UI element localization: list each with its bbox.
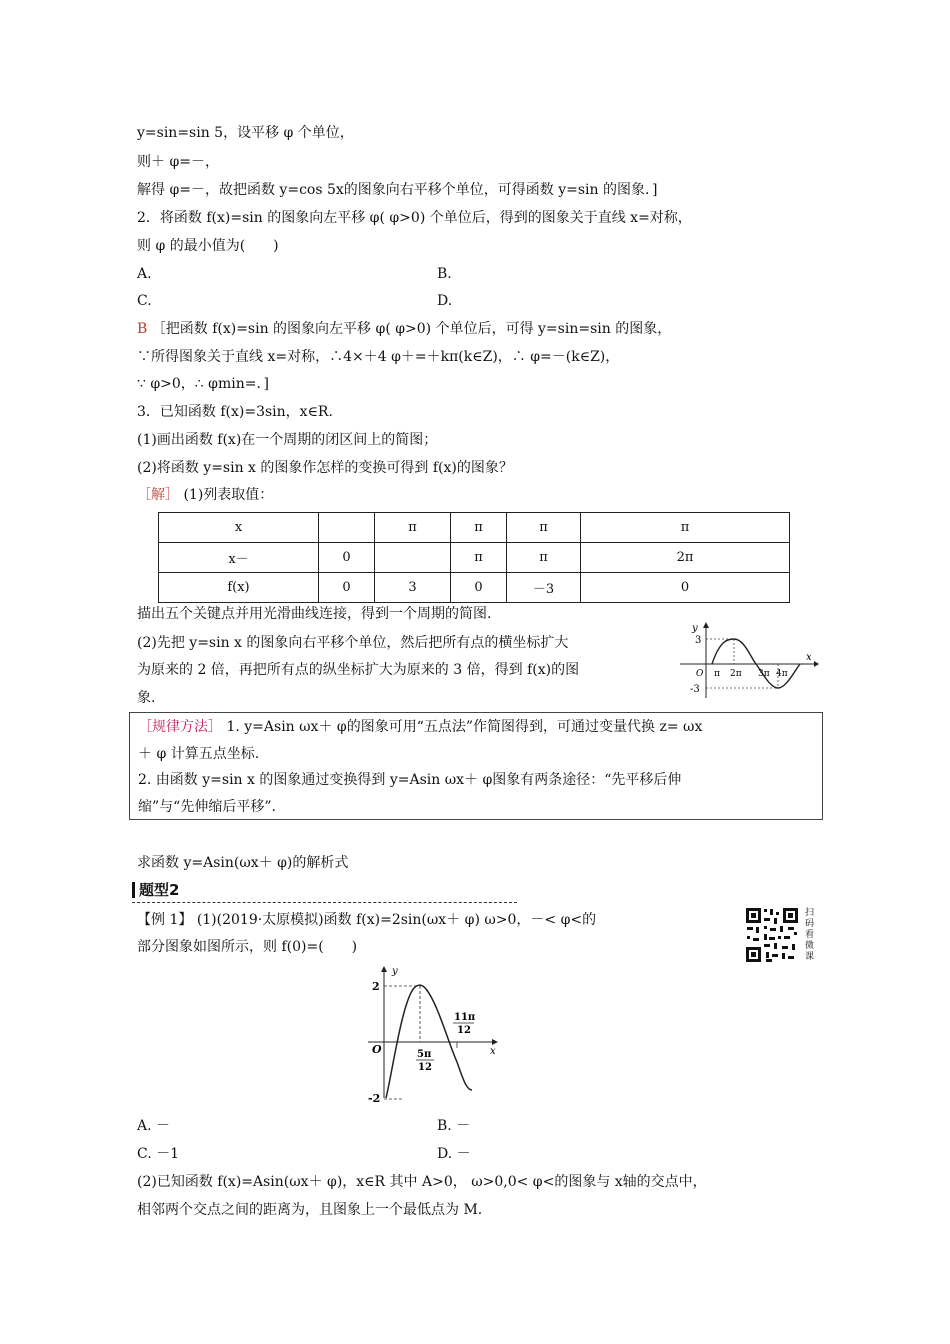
sine-sketch-figure [678,620,820,700]
ex-y-axis-label: y [392,966,398,977]
answer-letter: B [137,321,148,337]
table-cell: π [451,543,507,573]
example-1-line [137,911,596,929]
qr-code-icon[interactable] [744,906,800,964]
example-1-part2-cont: 相邻两个交点之间的距离为，且图象上一个最低点为 M. [137,1202,483,1218]
q2-option-b: B. [437,266,452,282]
q2-option-a: A. [137,266,152,282]
ex-label-5pi-den: 12 [418,1062,432,1073]
table-cell [319,513,375,543]
table-cell: 0 [319,573,375,603]
method-line-3: 2. 由函数 y=sin x 的图象通过变换得到 y=Asin ωx＋ φ图象有两条途径：“先平移后伸 [138,772,682,788]
line-7: ∵所得图象关于直线 x=对称，∴4×＋4 φ＋=＋kπ(k∈Z)，∴ φ=－(k∈Z)， [137,349,620,365]
table-row [159,543,790,573]
answer-text: ［把函数 f(x)=sin 的图象向左平移 φ( φ>0) 个单位后，可得 y=sin=sin 的图象， [151,321,672,337]
solution-text: (1)列表取值： [183,487,274,503]
question-type-label: 题型2 [132,882,179,898]
table-cell: 0 [319,543,375,573]
table-cell: π [451,513,507,543]
table-cell: π [581,513,790,543]
method-text-1: 1. y=Asin ωx＋ φ的图象可用“五点法”作简图得到，可通过变量代换 z= ωx [226,719,703,735]
table-row [159,573,790,603]
x-tick-2pi: 2π [730,669,742,679]
ex1-option-b: B. － [437,1118,471,1134]
example-1-graph [362,962,504,1102]
method-box [129,712,823,820]
table-cell: f(x) [159,573,319,603]
example-text: (1)(2019·太原模拟)函数 f(x)=2sin(ωx＋ φ) ω>0，－< φ<的 [196,912,597,928]
question-3: 3．已知函数 f(x)=3sin，x∈R. [137,404,333,420]
y-axis-label: y [692,623,698,634]
line-14: (2)先把 y=sin x 的图象向右平移个单位，然后把所有点的横坐标扩大 [137,635,569,651]
table-cell: π [375,513,451,543]
table-cell: π [507,513,581,543]
table-cell: x－ [159,543,319,573]
ex1-option-d: D. － [437,1146,471,1162]
line-13: 描出五个关键点并用光滑曲线连接，得到一个周期的简图. [137,606,492,622]
y-tick-3: 3 [695,635,702,646]
method-line-2: ＋ φ 计算五点坐标. [138,746,260,762]
y-tick-neg3: -3 [690,684,700,695]
table-cell: π [507,543,581,573]
table-cell: －3 [507,573,581,603]
ex-origin-label: O [372,1043,382,1056]
q2-option-d: D. [437,293,453,309]
ex-label-5pi: 5π [417,1049,432,1060]
value-table [158,512,790,603]
solution-label: ［解］ [137,487,179,503]
x-tick-4pi: 4π [776,669,788,679]
x-tick-pi: π [714,669,720,679]
ex-x-axis-label: x [490,1046,496,1057]
question-3-part1: (1)画出函数 f(x)在一个周期的闭区间上的简图； [137,432,438,448]
table-cell: 0 [581,573,790,603]
question-3-part2: (2)将函数 y=sin x 的图象作怎样的变换可得到 f(x)的图象？ [137,460,513,476]
table-cell: 0 [451,573,507,603]
table-cell [375,543,451,573]
x-axis-label: x [806,652,812,663]
ex-y-tick-2: 2 [372,980,380,993]
table-cell: 3 [375,573,451,603]
qr-caption: 扫码看微课 [805,908,815,962]
example-1-cont: 部分图象如图所示，则 f(0)=( ) [137,939,358,955]
ex-y-tick-neg2: -2 [368,1092,381,1102]
origin-label: O [696,669,704,679]
table-cell: 2π [581,543,790,573]
answer-line [137,320,671,338]
question-2-cont: 则 φ 的最小值为( ) [137,238,279,254]
ex-label-11pi: 11π [454,1012,476,1023]
method-label: ［规律方法］ [138,719,222,735]
ex1-option-a: A. － [137,1118,171,1134]
line-8: ∵ φ>0，∴ φmin=．] [137,376,269,392]
solution-line [137,486,273,504]
table-cell: x [159,513,319,543]
method-line-4: 缩”与“先伸缩后平移”. [138,799,276,815]
method-line-1 [138,718,702,736]
example-label: 【例 1】 [137,912,193,928]
section-heading: 求函数 y=Asin(ωx＋ φ)的解析式 [137,855,349,871]
line-16: 象. [137,690,156,706]
example-1-part2: (2)已知函数 f(x)=Asin(ωx＋ φ)，x∈R 其中 A>0， ω>0,0< φ<的图象与 x轴的交点中， [137,1174,707,1190]
q2-option-c: C. [137,293,152,309]
question-2: 2．将函数 f(x)=sin 的图象向左平移 φ( φ>0) 个单位后，得到的图象关于直线 x=对称， [137,210,692,226]
line-3: 解得 φ=－，故把函数 y=cos 5x的图象向右平移个单位，可得函数 y=sin 的图象．] [137,182,658,198]
ex1-option-c: C. －1 [137,1146,180,1162]
table-row [159,513,790,543]
line-1: y=sin=sin 5，设平移 φ 个单位， [137,125,354,141]
x-tick-3pi: 3π [758,669,770,679]
line-15: 为原来的 2 倍，再把所有点的纵坐标扩大为原来的 3 倍，得到 f(x)的图 [137,662,580,678]
ex-label-11pi-den: 12 [457,1025,471,1036]
line-2: 则＋ φ=－， [137,154,219,170]
dashed-divider [132,902,517,903]
